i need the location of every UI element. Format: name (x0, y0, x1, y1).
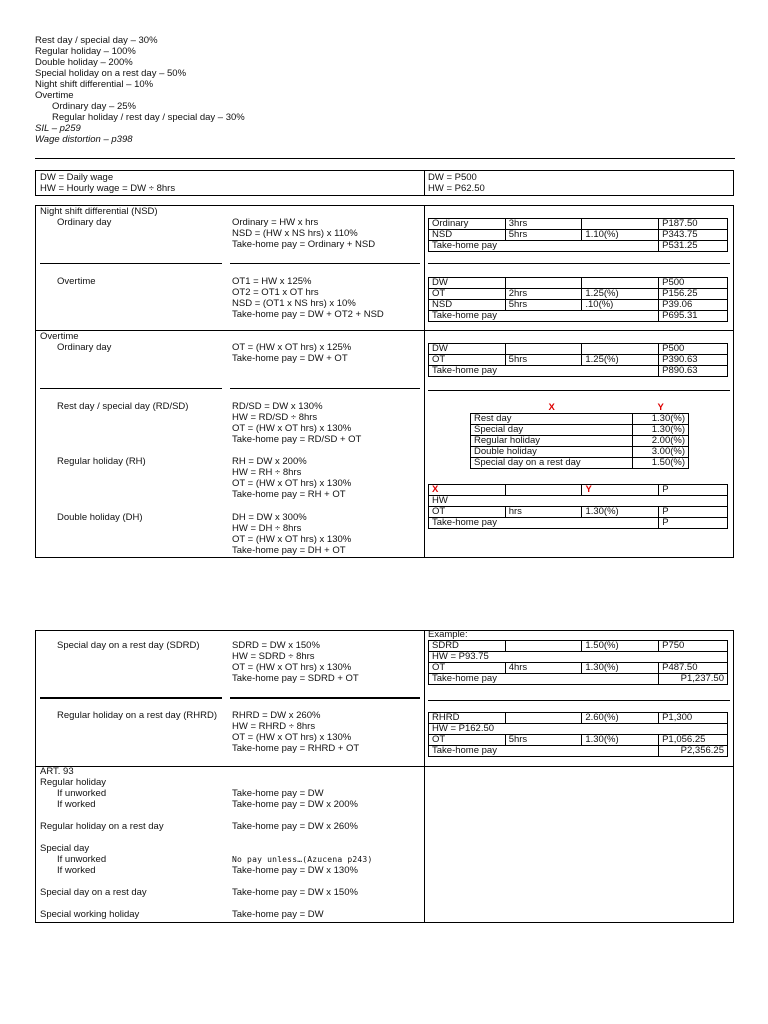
art93-sd-if-worked: If worked (57, 865, 96, 876)
formula-line: RHRD = DW x 260% (232, 710, 321, 721)
example-label: Example: (428, 629, 468, 640)
rh-formula (232, 456, 351, 500)
cell: 5hrs (505, 300, 582, 311)
nsd-section-bottom (35, 330, 734, 331)
formula-line: Take-home pay = SDRD + OT (232, 673, 359, 684)
cell: P39.06 (659, 300, 728, 311)
table-row (429, 485, 728, 496)
cell: P390.63 (659, 355, 728, 366)
art93-if-worked: If worked (57, 799, 96, 810)
spacer (40, 810, 164, 821)
cell: Take-home pay (429, 241, 659, 252)
table-row (429, 663, 728, 674)
cell: hrs (505, 507, 582, 518)
rdsd-label: Rest day / special day (RD/SD) (57, 401, 189, 412)
cell: P500 (659, 344, 728, 355)
cell: P750 (659, 641, 728, 652)
formula-line: HW = DH ÷ 8hrs (232, 523, 302, 534)
ot-heading: Overtime (40, 331, 79, 342)
row-divider (428, 263, 730, 264)
sdrd-formula (232, 640, 359, 684)
art93-rh-rest-label: Regular holiday on a rest day (40, 821, 164, 832)
xy-rates-table (470, 403, 689, 469)
table-row (429, 652, 728, 663)
cell: 2hrs (505, 289, 582, 300)
formula-line: OT1 = HW x 125% (232, 276, 312, 287)
cell: 1.30(%) (582, 507, 659, 518)
cell: 1.30(%) (582, 663, 659, 674)
row-divider (40, 388, 222, 389)
definitions-divider (424, 170, 425, 196)
cell: Rest day (471, 414, 633, 425)
cell: DW (429, 344, 506, 355)
nsd-overtime-table (428, 277, 728, 322)
cell: DW (429, 278, 506, 289)
table-row (429, 724, 728, 735)
formula-line: Take-home pay = RD/SD + OT (232, 434, 362, 445)
cell: 2.00(%) (633, 436, 689, 447)
spacer (40, 832, 164, 843)
definitions-left (40, 172, 175, 194)
formula-line: HW = RH ÷ 8hrs (232, 467, 302, 478)
cell (582, 344, 659, 355)
formula-line: HW = RHRD ÷ 8hrs (232, 721, 316, 732)
art93-sd-rest-label: Special day on a rest day (40, 887, 147, 898)
nsd-heading: Night shift differential (NSD) (40, 206, 158, 217)
art93-special-day: Special day (40, 843, 90, 854)
formula-line: Take-home pay = DW + OT2 + NSD (232, 309, 384, 320)
cell: RHRD (429, 713, 506, 724)
table-row (471, 436, 689, 447)
cell: P187.50 (659, 219, 728, 230)
rates-list (35, 35, 245, 145)
rate-night-shift: Night shift differential – 10% (35, 79, 154, 90)
table-row (429, 713, 728, 724)
cell: P (659, 507, 728, 518)
row-divider (40, 263, 222, 264)
dh-label: Double holiday (DH) (57, 512, 143, 523)
cell: 1.50(%) (633, 458, 689, 469)
dh-formula (232, 512, 351, 556)
cell: OT (429, 507, 506, 518)
cell: Take-home pay (429, 366, 659, 377)
cell: 1.30(%) (582, 735, 659, 746)
art93-left (40, 766, 164, 920)
divider (35, 158, 735, 159)
cell (505, 344, 582, 355)
cell (582, 278, 659, 289)
table-row (471, 447, 689, 458)
spacer (232, 876, 372, 887)
row-divider (40, 697, 222, 699)
def-hw: HW = Hourly wage = DW ÷ 8hrs (40, 183, 176, 194)
spacer (232, 810, 372, 821)
formula-line: OT = (HW x OT hrs) x 130% (232, 534, 352, 545)
formula-line: SDRD = DW x 150% (232, 640, 320, 651)
table-row (429, 241, 728, 252)
column-x-header: X (548, 402, 555, 413)
art93-sd-unworked: No pay unless…(Azucena p243) (232, 855, 373, 864)
table-row (471, 425, 689, 436)
ot-ordinary-table (428, 343, 728, 377)
table-row (429, 311, 728, 322)
row-divider (428, 390, 730, 391)
row-divider (230, 388, 420, 389)
cell (505, 485, 582, 496)
formula-line: RH = DW x 200% (232, 456, 307, 467)
spacer (40, 898, 164, 909)
cell: P487.50 (659, 663, 728, 674)
table-header (471, 403, 689, 414)
cell: P695.31 (659, 311, 728, 322)
cell (505, 713, 582, 724)
cell: OT (429, 289, 506, 300)
cell: NSD (429, 300, 506, 311)
table-row (471, 414, 689, 425)
art93-swh-label: Special working holiday (40, 909, 140, 920)
spacer (40, 876, 164, 887)
cell: P890.63 (659, 366, 728, 377)
table-row (429, 641, 728, 652)
spacer (232, 898, 372, 909)
table-row (429, 230, 728, 241)
cell: 3hrs (505, 219, 582, 230)
cell: 4hrs (505, 663, 582, 674)
cell: P (659, 518, 728, 529)
main-column-divider (424, 205, 425, 558)
cell: HW = P162.50 (429, 724, 728, 735)
rdsd-formula (232, 401, 361, 445)
cell: X (429, 485, 506, 496)
table-row (429, 496, 728, 507)
cell: P1,056.25 (659, 735, 728, 746)
cell: HW (429, 496, 728, 507)
nsd-ordinary-label: Ordinary day (57, 217, 112, 228)
rate-overtime: Overtime (35, 90, 74, 101)
cell: OT (429, 663, 506, 674)
cell: P (659, 485, 728, 496)
ot-ordinary-label: Ordinary day (57, 342, 112, 353)
ot-ordinary-formula (232, 342, 351, 364)
formula-line: Take-home pay = Ordinary + NSD (232, 239, 376, 250)
cell: 1.50(%) (582, 641, 659, 652)
cell: Ordinary (429, 219, 506, 230)
cell: 1.10(%) (582, 230, 659, 241)
formula-line: Take-home pay = RH + OT (232, 489, 346, 500)
cell: 5hrs (505, 230, 582, 241)
art93-swh-value: Take-home pay = DW (232, 909, 324, 920)
formula-line: HW = RD/SD ÷ 8hrs (232, 412, 318, 423)
nsd-overtime-label: Overtime (57, 276, 96, 287)
rate-double-holiday: Double holiday – 200% (35, 57, 133, 68)
formula-line: OT = (HW x OT hrs) x 130% (232, 423, 352, 434)
nsd-ordinary-table (428, 218, 728, 252)
table-row (429, 746, 728, 757)
table-row (429, 735, 728, 746)
cell: OT (429, 355, 506, 366)
art93-rh-unworked: Take-home pay = DW (232, 788, 324, 799)
cell: HW = P93.75 (429, 652, 728, 663)
rhrd-example-table (428, 712, 728, 757)
spacer (232, 843, 372, 854)
def-dw-value: DW = P500 (428, 172, 477, 183)
nsd-ordinary-formula (232, 217, 375, 250)
formula-line: RD/SD = DW x 130% (232, 401, 323, 412)
def-hw-value: HW = P62.50 (428, 183, 485, 194)
cell: 5hrs (505, 735, 582, 746)
formula-line: OT = (HW x OT hrs) x 125% (232, 342, 352, 353)
rate-ot-regular: Regular holiday / rest day / special day – 30% (52, 112, 245, 123)
formula-line: OT = (HW x OT hrs) x 130% (232, 662, 352, 673)
cell: 1.30(%) (633, 425, 689, 436)
cell: P1,237.50 (659, 674, 728, 685)
cell: 1.30(%) (633, 414, 689, 425)
art93-regular-holiday: Regular holiday (40, 777, 107, 788)
rate-rest-special: Rest day / special day – 30% (35, 35, 158, 46)
nsd-overtime-formula (232, 276, 384, 320)
art93-rh-worked: Take-home pay = DW x 200% (232, 799, 358, 810)
formula-line: HW = SDRD ÷ 8hrs (232, 651, 315, 662)
cell: OT (429, 735, 506, 746)
rhrd-label: Regular holiday on a rest day (RHRD) (57, 710, 217, 721)
sdrd-example-table (428, 640, 728, 685)
ot-calc-table (428, 484, 728, 529)
cell: Regular holiday (471, 436, 633, 447)
cell: Take-home pay (429, 746, 659, 757)
rh-label: Regular holiday (RH) (57, 456, 146, 467)
spacer (232, 832, 372, 843)
formula-line: DH = DW x 300% (232, 512, 307, 523)
cell: P343.75 (659, 230, 728, 241)
cell: .10(%) (582, 300, 659, 311)
cell: Take-home pay (429, 311, 659, 322)
cell: P1,300 (659, 713, 728, 724)
cell: Double holiday (471, 447, 633, 458)
table-row (429, 674, 728, 685)
sdrd-label: Special day on a rest day (SDRD) (57, 640, 200, 651)
rate-regular-holiday: Regular holiday – 100% (35, 46, 136, 57)
formula-line: Ordinary = HW x hrs (232, 217, 319, 228)
rate-sil: SIL – p259 (35, 123, 81, 134)
table-row (429, 507, 728, 518)
table-row (429, 278, 728, 289)
cell: P500 (659, 278, 728, 289)
cell: Take-home pay (429, 674, 659, 685)
formula-line: OT = (HW x OT hrs) x 130% (232, 478, 352, 489)
definitions-right (428, 172, 485, 194)
cell: 2.60(%) (582, 713, 659, 724)
art93-right (232, 788, 372, 920)
table-row (429, 518, 728, 529)
cell (505, 278, 582, 289)
def-dw: DW = Daily wage (40, 172, 114, 183)
row-divider (428, 700, 730, 701)
cell: 1.25(%) (582, 355, 659, 366)
cell (582, 219, 659, 230)
formula-line: Take-home pay = DW + OT (232, 353, 348, 364)
rhrd-formula (232, 710, 359, 754)
table-row (429, 300, 728, 311)
cell: P156.25 (659, 289, 728, 300)
row-divider (230, 697, 420, 699)
table-row (429, 289, 728, 300)
art93-rh-rest-value: Take-home pay = DW x 260% (232, 821, 358, 832)
cell: P2,356.25 (659, 746, 728, 757)
art93-if-unworked: If unworked (57, 788, 107, 799)
cell: 1.25(%) (582, 289, 659, 300)
art93-heading: ART. 93 (40, 766, 74, 777)
formula-line: Take-home pay = RHRD + OT (232, 743, 360, 754)
cell: Special day (471, 425, 633, 436)
cell: Y (582, 485, 659, 496)
art93-sd-if-unworked: If unworked (57, 854, 107, 865)
table-row (429, 219, 728, 230)
table-row (471, 458, 689, 469)
formula-line: Take-home pay = DH + OT (232, 545, 346, 556)
cell: P531.25 (659, 241, 728, 252)
formula-line: NSD = (HW x NS hrs) x 110% (232, 228, 358, 239)
formula-line: NSD = (OT1 x NS hrs) x 10% (232, 298, 356, 309)
cell: SDRD (429, 641, 506, 652)
column-y-header: Y (657, 402, 664, 413)
cell: Take-home pay (429, 518, 659, 529)
table-row (429, 366, 728, 377)
table-row (429, 355, 728, 366)
cell: NSD (429, 230, 506, 241)
table-row (429, 344, 728, 355)
cell (505, 641, 582, 652)
cell: Special day on a rest day (471, 458, 633, 469)
cell: 3.00(%) (633, 447, 689, 458)
formula-line: OT2 = OT1 x OT hrs (232, 287, 319, 298)
art93-sd-worked: Take-home pay = DW x 130% (232, 865, 358, 876)
rate-ot-ordinary: Ordinary day – 25% (52, 101, 136, 112)
row-divider (230, 263, 420, 264)
lower-column-divider (424, 630, 425, 923)
art93-sd-rest-value: Take-home pay = DW x 150% (232, 887, 358, 898)
formula-line: OT = (HW x OT hrs) x 130% (232, 732, 352, 743)
rate-wage-distortion: Wage distortion – p398 (35, 134, 133, 145)
rate-special-on-rest: Special holiday on a rest day – 50% (35, 68, 187, 79)
cell: 5hrs (505, 355, 582, 366)
